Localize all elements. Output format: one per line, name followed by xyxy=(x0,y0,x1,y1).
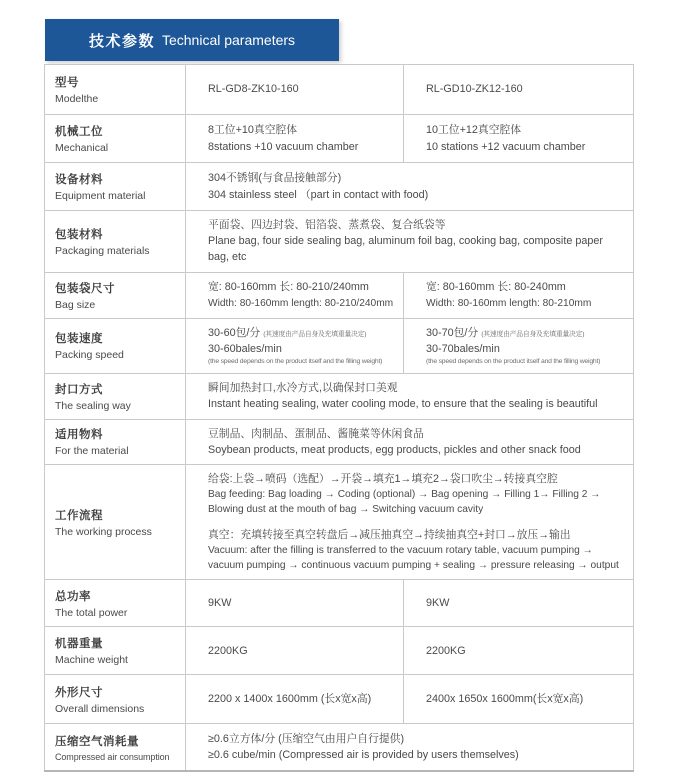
row-label-english: Modelthe xyxy=(55,93,99,105)
value-line xyxy=(426,643,625,659)
value-text: 豆制品、肉制品、蛋制品、酱腌菜等休闲食品 xyxy=(208,427,424,440)
table-row xyxy=(45,580,634,627)
row-label-english: Bag size xyxy=(55,298,96,311)
value-cell xyxy=(186,675,404,724)
value-cell xyxy=(186,627,404,675)
value-cell xyxy=(186,374,634,419)
value-line xyxy=(208,442,625,458)
value-line xyxy=(208,325,395,341)
row-label-english: The sealing way xyxy=(55,399,131,412)
value-text: Soybean products, meat products, egg products, pickles and other snack food xyxy=(208,443,581,456)
row-label-overall-dimensions xyxy=(45,675,186,724)
table-row xyxy=(45,272,634,318)
row-label-model xyxy=(45,65,186,115)
row-label-packaging-materials xyxy=(45,211,186,273)
row-label-chinese: 包装速度 xyxy=(55,333,103,346)
row-label-english: The total power xyxy=(55,606,128,619)
value-line xyxy=(208,643,395,659)
value-text: 2200 x 1400x 1600mm (长x宽x高) xyxy=(208,693,372,706)
row-label-english: Packaging materials xyxy=(55,244,150,257)
value-text: Plane bag, four side sealing bag, aluminum foil bag, cooking bag, composite paper bag, etc xyxy=(208,235,603,264)
value-line xyxy=(208,233,625,265)
value-line xyxy=(208,341,395,357)
value-line xyxy=(208,543,625,574)
row-label-sealing-way xyxy=(45,374,186,419)
value-cell xyxy=(186,318,404,374)
value-line xyxy=(208,595,395,611)
section-title-bar xyxy=(45,19,339,61)
row-label-english: For the material xyxy=(55,445,129,458)
value-line xyxy=(426,595,625,611)
value-cell xyxy=(404,580,634,627)
row-label-working-process xyxy=(45,464,186,580)
value-line xyxy=(208,279,395,295)
value-text: 给袋:上袋→喷码（选配）→开袋→填充1→填充2→袋口吹尘→转接真空腔 xyxy=(208,472,558,485)
value-line xyxy=(208,170,625,186)
row-label-mechanical xyxy=(45,115,186,163)
section-title-english: Technical parameters xyxy=(161,32,296,48)
value-text: 10 stations +12 vacuum chamber xyxy=(426,140,586,153)
value-text: 瞬间加热封口,水冷方式,以确保封口美观 xyxy=(208,382,398,395)
value-line xyxy=(208,296,395,311)
value-text: Width: 80-160mm length: 80-210mm xyxy=(426,297,592,309)
value-text: 真空：充填转接至真空转盘后→减压抽真空→持续抽真空+封口→放压→输出 xyxy=(208,528,571,541)
value-cell xyxy=(404,65,634,115)
value-cell xyxy=(404,115,634,163)
value-cell xyxy=(404,675,634,724)
value-line xyxy=(208,527,625,543)
value-text: 30-70包/分 xyxy=(426,326,482,339)
technical-parameters-table xyxy=(44,64,634,772)
value-line xyxy=(208,357,395,367)
value-text: 30-60bales/min xyxy=(208,342,282,355)
row-label-english: Packing speed xyxy=(55,349,124,362)
row-label-chinese: 外形尺寸 xyxy=(55,686,103,699)
table-row xyxy=(45,675,634,724)
table-row xyxy=(45,464,634,580)
value-text: 平面袋、四边封袋、铝箔袋、蒸煮袋、复合纸袋等 xyxy=(208,219,446,231)
value-cell xyxy=(186,419,634,464)
value-line xyxy=(208,487,625,518)
row-label-bag-size xyxy=(45,272,186,318)
value-line xyxy=(426,279,625,295)
table-row xyxy=(45,724,634,771)
row-label-chinese: 设备材料 xyxy=(55,174,103,186)
value-text: 2400x 1650x 1600mm(长x宽x高) xyxy=(426,693,584,706)
value-line xyxy=(426,357,625,367)
value-line xyxy=(426,691,625,707)
value-cell xyxy=(186,580,404,627)
row-label-total-power xyxy=(45,580,186,627)
value-line xyxy=(208,380,625,396)
value-line xyxy=(426,341,625,357)
value-cell xyxy=(186,115,404,163)
value-line xyxy=(426,81,625,97)
row-label-english: Overall dimensions xyxy=(55,702,145,715)
value-text: 304 stainless steel （part in contact with food) xyxy=(208,188,429,201)
value-line xyxy=(208,691,395,707)
row-label-chinese: 封口方式 xyxy=(55,383,103,396)
table-row xyxy=(45,65,634,115)
value-text: ≥0.6立方体/分 (压缩空气由用户自行提供) xyxy=(208,733,405,745)
row-label-chinese: 型号 xyxy=(55,77,79,89)
value-text: 10工位+12真空腔体 xyxy=(426,124,522,137)
value-text: 9KW xyxy=(208,597,232,610)
value-line xyxy=(208,426,625,442)
value-text: 2200KG xyxy=(208,644,248,657)
value-cell xyxy=(186,272,404,318)
value-text: Bag feeding: Bag loading → Coding (optional) → Bag opening → Filling 1→ Filling 2 → Blowing dust at the mouth of bag → Switching vacuum cavity xyxy=(208,489,601,516)
row-label-chinese: 包装材料 xyxy=(55,228,103,241)
value-text: (the speed depends on the product itself and the filling weight) xyxy=(426,357,601,365)
value-line xyxy=(208,217,625,233)
value-cell xyxy=(186,65,404,115)
value-cell xyxy=(404,272,634,318)
value-cell xyxy=(186,211,634,273)
value-cell xyxy=(186,163,634,211)
value-line xyxy=(208,187,625,203)
value-line xyxy=(208,747,625,763)
value-line xyxy=(426,296,625,311)
row-label-english: The working process xyxy=(55,525,152,538)
value-text: 宽: 80-160mm 长: 80-240mm xyxy=(426,281,566,294)
value-text: RL-GD10-ZK12-160 xyxy=(426,83,523,96)
value-cell xyxy=(404,627,634,675)
row-label-machine-weight xyxy=(45,627,186,675)
value-line xyxy=(208,471,625,487)
table-row xyxy=(45,163,634,211)
value-cell xyxy=(186,724,634,771)
table-row xyxy=(45,318,634,374)
value-line xyxy=(208,396,625,412)
row-label-english: Mechanical xyxy=(55,142,109,154)
table-row xyxy=(45,115,634,163)
value-line xyxy=(426,122,625,138)
value-text: 宽: 80-160mm 长: 80-210/240mm xyxy=(208,281,369,294)
value-text: 2200KG xyxy=(426,644,466,657)
row-label-english: Compressed air consumption xyxy=(55,751,170,762)
value-line xyxy=(426,139,625,155)
value-text: Width: 80-160mm length: 80-210/240mm xyxy=(208,297,394,309)
row-label-chinese: 适用物料 xyxy=(55,429,103,442)
row-label-chinese: 机器重量 xyxy=(55,638,103,651)
value-text: 8stations +10 vacuum chamber xyxy=(208,140,359,153)
value-text: ≥0.6 cube/min (Compressed air is provided by users themselves) xyxy=(208,749,519,762)
row-label-compressed-air xyxy=(45,724,186,771)
row-label-chinese: 总功率 xyxy=(55,590,91,603)
value-line xyxy=(208,139,395,155)
row-label-english: Equipment material xyxy=(55,190,146,202)
value-text: Vacuum: after the filling is transferred to the vacuum rotary table, vacuum pumping → vacuum pumping → continuous vacuum pumping + sealing → pressure releasing → output xyxy=(208,544,619,572)
footnote-text: (其速度由产品自身及充填重量决定) xyxy=(481,330,585,338)
value-text: 304不锈钢(与食品接触部分) xyxy=(208,172,342,185)
value-line xyxy=(426,325,625,341)
value-cell xyxy=(404,318,634,374)
value-text: RL-GD8-ZK10-160 xyxy=(208,83,299,96)
row-label-english: Machine weight xyxy=(55,654,128,667)
value-line xyxy=(208,81,395,97)
table-row xyxy=(45,419,634,464)
row-label-chinese: 机械工位 xyxy=(55,126,103,138)
value-line xyxy=(208,731,625,747)
row-label-chinese: 压缩空气消耗量 xyxy=(55,735,139,748)
table-row xyxy=(45,211,634,273)
section-title-chinese: 技术参数 xyxy=(88,32,155,50)
value-text: 30-70bales/min xyxy=(426,342,500,355)
row-label-chinese: 工作流程 xyxy=(55,509,103,522)
row-label-applicable-material xyxy=(45,419,186,464)
value-text: 8工位+10真空腔体 xyxy=(208,124,298,137)
footnote-text: (其速度由产品自身及充填重量决定) xyxy=(263,330,367,338)
row-label-packing-speed xyxy=(45,318,186,374)
table-row xyxy=(45,374,634,419)
value-cell xyxy=(186,464,634,580)
value-text: (the speed depends on the product itself and the filling weight) xyxy=(208,357,383,365)
value-line xyxy=(208,122,395,138)
row-label-chinese: 包装袋尺寸 xyxy=(55,282,115,295)
value-text: 9KW xyxy=(426,597,450,610)
row-label-equipment-material xyxy=(45,163,186,211)
value-text: 30-60包/分 xyxy=(208,326,264,339)
value-text: Instant heating sealing, water cooling mode, to ensure that the sealing is beautiful xyxy=(208,398,598,411)
table-row xyxy=(45,627,634,675)
